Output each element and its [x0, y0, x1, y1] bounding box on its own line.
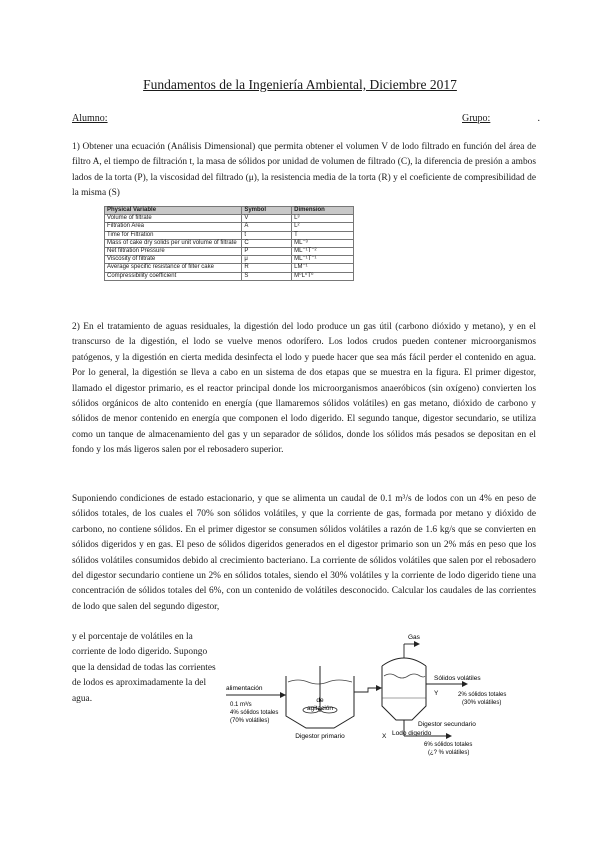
variable-symbol: S	[242, 272, 292, 280]
variable-symbol: t	[242, 231, 292, 239]
variable-symbol: C	[242, 239, 292, 247]
line-end-mark: .	[537, 113, 540, 124]
primary-digester-label: Digestor primario	[295, 733, 345, 740]
overflow-volatiles: (30% volátiles)	[462, 700, 502, 706]
student-info-line	[72, 113, 540, 127]
digestion-diagram	[222, 634, 522, 770]
header-dimension: Dimension	[292, 207, 354, 215]
variable-name: Volume of filtrate	[105, 215, 242, 223]
agitation-label-2: agitación	[306, 705, 334, 712]
table-row	[105, 264, 354, 272]
problem-2-question-end: y el porcentaje de volátiles en la corriente de lodo digerido. Supongo que la densidad de todas las corrientes de lodos es aproximadamente la del agua.	[72, 632, 216, 704]
variable-dimension: ML⁻¹T⁻²	[292, 248, 354, 256]
feed-arrow-icon	[280, 692, 286, 698]
grupo-label: Grupo:	[462, 113, 491, 124]
variable-name: Filtration Area	[105, 223, 242, 231]
variable-symbol: P	[242, 248, 292, 256]
digested-sludge-label: Lodo digerido	[392, 730, 432, 737]
variable-name: Compressibility coefficient	[105, 272, 242, 280]
table-header-row	[105, 207, 354, 215]
problem-1-statement: 1) Obtener una ecuación (Análisis Dimensional) que permita obtener el volumen V de lodo filtrado en función del área de filtro A, el tiempo de filtración t, la masa de sólidos por unidad de volumen de filtrado (C), la diferencia de presión a ambos lados de la torta (P), la viscosidad del filtrado (μ), la resistencia media de la torta (R) y el coeficiente de compresibilidad de la misma (S)	[72, 142, 536, 199]
alumno-label: Alumno:	[72, 113, 108, 124]
table-row	[105, 272, 354, 280]
variable-symbol: V	[242, 215, 292, 223]
gas-label: Gas	[408, 634, 420, 641]
digested-volatiles: (¿? % volátiles)	[428, 750, 470, 756]
variable-name: Mass of cake dry solids per unit volume of filtrate	[105, 239, 242, 247]
digested-solids: 6% sólidos totales	[424, 742, 473, 748]
x-stream-label: X	[382, 733, 387, 740]
table-row	[105, 256, 354, 264]
volatile-solids-label: Sólidos volátiles	[434, 675, 481, 682]
table-row	[105, 239, 354, 247]
variable-name: Average specific resistance of filter cake	[105, 264, 242, 272]
variable-dimension: LM⁻¹	[292, 264, 354, 272]
table-row	[105, 231, 354, 239]
transfer-arrow-icon	[376, 685, 382, 691]
header-physical-variable: Physical Variable	[105, 207, 242, 215]
variable-symbol: A	[242, 223, 292, 231]
variable-dimension: T	[292, 231, 354, 239]
digested-arrow-icon	[446, 733, 452, 739]
variables-table	[104, 206, 354, 281]
page-title: Fundamentos de la Ingeniería Ambiental, Diciembre 2017	[143, 77, 457, 92]
variable-name: Time for Filtration	[105, 231, 242, 239]
header-symbol: Symbol	[242, 207, 292, 215]
table-row	[105, 215, 354, 223]
variable-dimension: ML⁻¹T⁻¹	[292, 256, 354, 264]
variable-dimension: L³	[292, 215, 354, 223]
variable-symbol: μ	[242, 256, 292, 264]
variable-dimension: ML⁻³	[292, 239, 354, 247]
feed-solids: 4% sólidos totales	[230, 710, 279, 716]
gas-arrow-icon	[414, 641, 420, 647]
feed-label: alimentación	[226, 685, 263, 692]
y-stream-label: Y	[434, 690, 439, 697]
variable-dimension: M⁰L⁰T⁰	[292, 272, 354, 280]
variable-name: Net filtration Pressure	[105, 248, 242, 256]
table-row	[105, 223, 354, 231]
agitation-label-1: de	[316, 697, 324, 704]
variable-symbol: R	[242, 264, 292, 272]
variable-name: Viscosity of filtrate	[105, 256, 242, 264]
problem-2-conditions: Suponiendo condiciones de estado estacionario, y que se alimenta un caudal de 0.1 m³/s de lodos con un 4% en peso de sólidos totales, de los cuales el 70% son sólidos volátiles, y que la corriente de gas, formada por metano y dióxido de carbono, no contiene sólidos. En el primer digestor se consumen sólidos volátiles a razón de 1.6 kg/s que se convierten en sólidos digeridos y en gas. El peso de sólidos digeridos generados en el digestor primario son un 2% más en peso que los sólidos volátiles consumidos debido al crecimiento bacteriano. La corriente de sólidos volátiles que salen por el rebosadero del digestor secundario contiene un 2% en sólidos totales, siendo el 30% volátiles y la corriente de lodo digerido tiene una concentración de sólidos totales del 6%, con un contenido de volátiles desconocido. Calcular los caudales de las corrientes de lodo que salen del segundo digestor,	[72, 494, 536, 612]
feed-flow: 0.1 m³/s	[230, 702, 252, 708]
overflow-solids: 2% sólidos totales	[458, 692, 507, 698]
problem-2-intro: 2) En el tratamiento de aguas residuales, la digestión del lodo produce un gas útil (carbono dióxido y metano), y en el transcurso de la digestión, el lodo se vuelve menos odorífero. Los lodos crudos pueden contener microorganismos patógenos, y la digestión en cierta medida desinfecta el lodo y puede hacer que sea más fácil perder el contenido en agua. Por lo general, la digestión se lleva a cabo en un sistema de dos etapas que se muestra en la figura. El primer digestor, llamado el digestor primario, es el reactor principal donde los microorganismos anaeróbicos (sin oxígeno) convierten los sólidos orgánicos de alto contenido en energía (que llamaremos sólidos volátiles) en gas metano, dióxido de carbono y sólidos de menor contenido en energía que componen el lodo digerido. El segundo tanque, digestor secundario, se utiliza como un tanque de almacenamiento del gas y un separador de sólidos, donde los sólidos más pesados se depositan en el fondo y los más ligeros salen por el rebosadero superior.	[72, 322, 536, 456]
secondary-digester-label: Digestor secundario	[418, 721, 476, 728]
variable-dimension: L²	[292, 223, 354, 231]
feed-volatiles: (70% volátiles)	[230, 718, 270, 724]
table-row	[105, 248, 354, 256]
